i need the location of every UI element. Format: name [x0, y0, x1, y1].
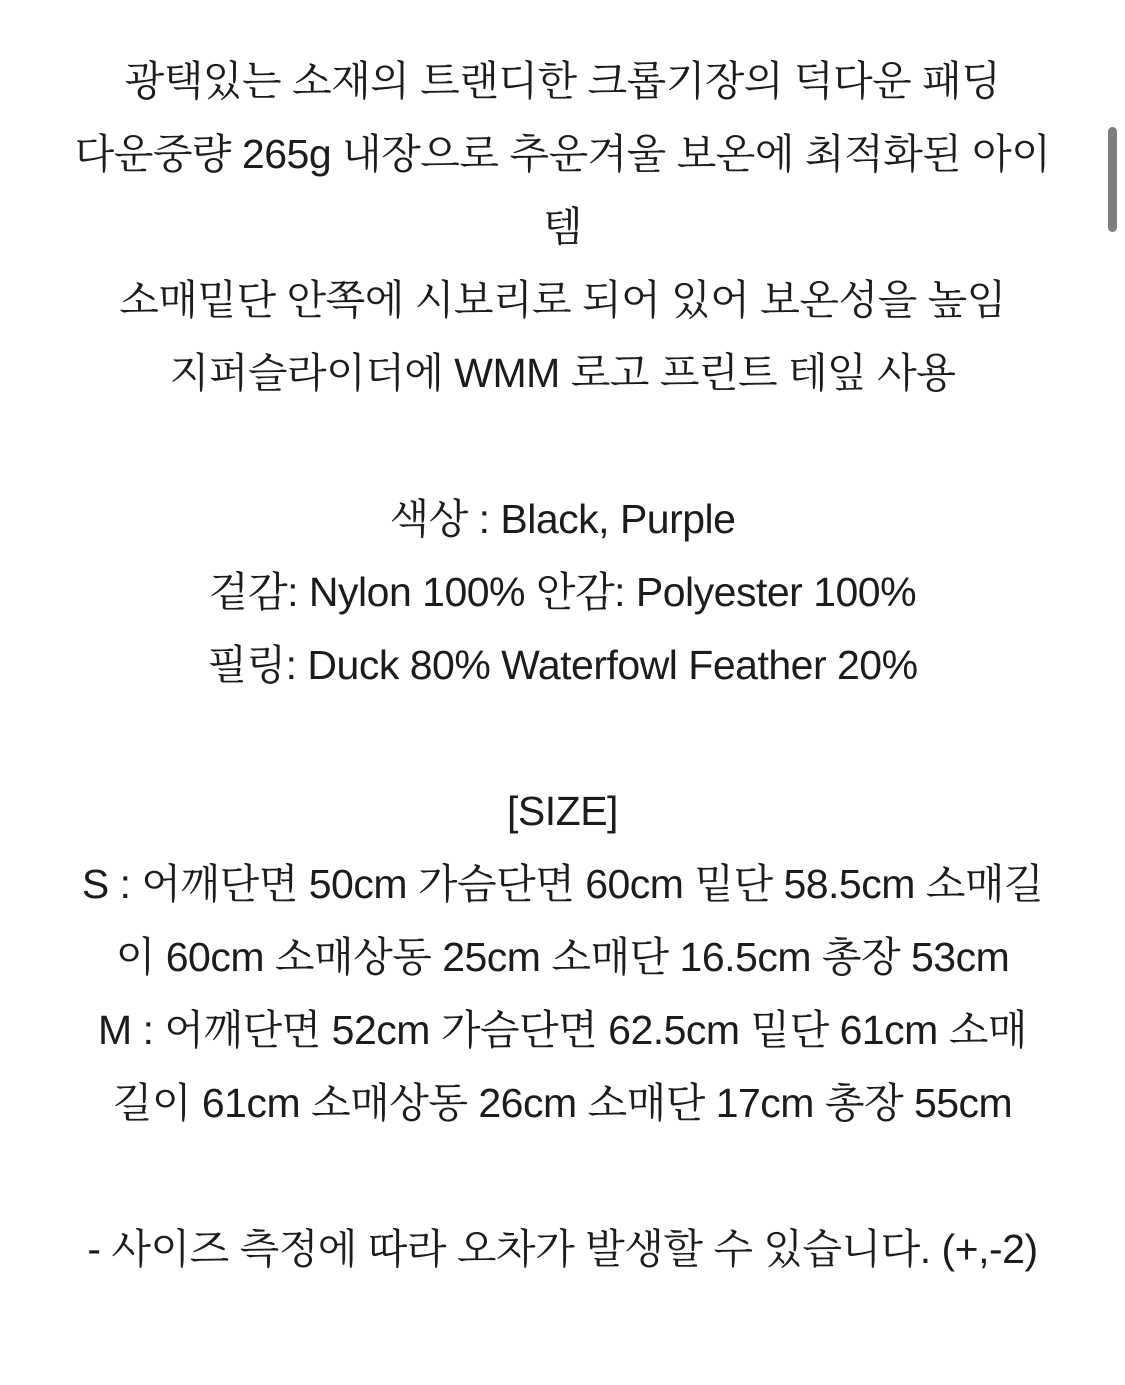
blank-line: [40, 410, 1085, 483]
filling-line: 필링: Duck 80% Waterfowl Feather 20%: [207, 642, 918, 688]
size-s-line: 이 60cm 소매상동 25cm 소매단 16.5cm 총장 53cm: [115, 934, 1010, 980]
size-tolerance-notice: - 사이즈 측정에 따라 오차가 발생할 수 있습니다. (+,-2): [87, 1226, 1038, 1272]
description-line: 광택있는 소재의 트랜디한 크롭기장의 덕다운 패딩: [124, 58, 1001, 104]
description-section: [40, 45, 1085, 410]
description-line: 템: [542, 204, 583, 250]
scrollbar-track: [1101, 0, 1125, 1385]
materials-section: [40, 483, 1085, 702]
size-m-line: M : 어깨단면 52cm 가슴단면 62.5cm 밑단 61cm 소매: [98, 1007, 1027, 1053]
size-m-line: 길이 61cm 소매상동 26cm 소매단 17cm 총장 55cm: [112, 1080, 1013, 1126]
description-line: 지퍼슬라이더에 WMM 로고 프린트 테잎 사용: [169, 350, 956, 396]
notice-section: [40, 1213, 1085, 1286]
color-options-line: 색상 : Black, Purple: [389, 496, 736, 542]
scrollbar-thumb[interactable]: [1108, 127, 1117, 232]
size-s-line: S : 어깨단면 50cm 가슴단면 60cm 밑단 58.5cm 소매길: [81, 861, 1044, 907]
shell-lining-line: 겉감: Nylon 100% 안감: Polyester 100%: [208, 569, 917, 615]
product-description-text: [40, 45, 1085, 1286]
blank-line: [40, 702, 1085, 775]
description-line: 다운중량 265g 내장으로 추운겨울 보온에 최적화된 아이: [74, 131, 1051, 177]
blank-line: [40, 1140, 1085, 1213]
description-line: 소매밑단 안쪽에 시보리로 되어 있어 보온성을 높임: [119, 277, 1006, 323]
size-heading: [SIZE]: [507, 788, 618, 834]
size-section: [40, 775, 1085, 1140]
